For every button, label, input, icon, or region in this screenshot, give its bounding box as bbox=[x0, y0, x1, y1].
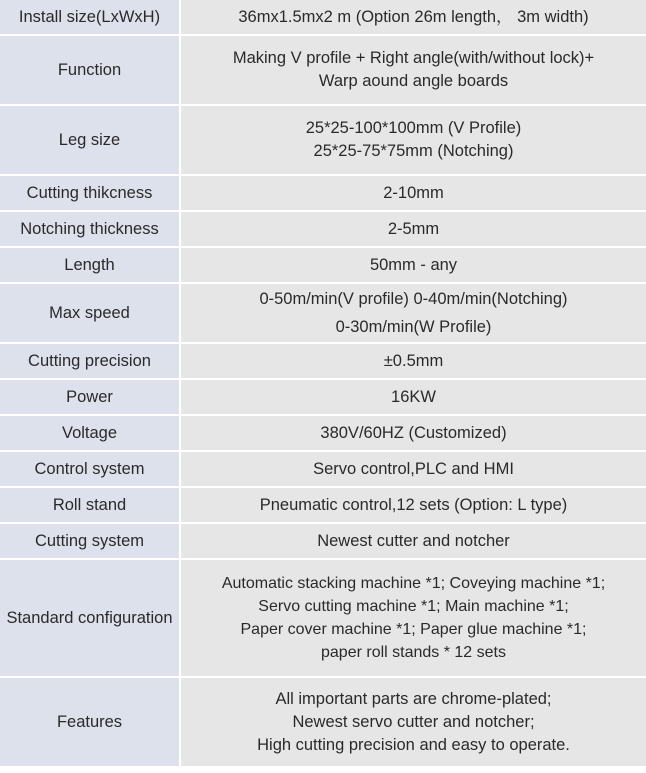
spec-value bbox=[181, 678, 646, 766]
spec-value-line: Pneumatic control,12 sets (Option: L type) bbox=[259, 495, 568, 514]
spec-value bbox=[181, 488, 646, 522]
spec-label bbox=[0, 248, 179, 282]
spec-value bbox=[181, 416, 646, 450]
spec-value-line: High cutting precision and easy to operate. bbox=[257, 735, 570, 754]
spec-label-line: Standard bbox=[6, 608, 74, 627]
spec-value bbox=[181, 524, 646, 558]
spec-label-text: Install size(LxWxH) bbox=[18, 7, 161, 26]
spec-value-line: 50mm - any bbox=[369, 255, 458, 274]
spec-value bbox=[181, 248, 646, 282]
spec-label bbox=[0, 106, 179, 174]
spec-label bbox=[0, 176, 179, 210]
spec-label-text: Cutting precision bbox=[28, 351, 151, 370]
spec-label-text: Leg size bbox=[58, 130, 121, 149]
spec-label-text: Function bbox=[57, 60, 122, 79]
spec-value-line: Making V profile + Right angle(with/without lock)+ bbox=[232, 49, 595, 67]
spec-label bbox=[0, 344, 179, 378]
spec-value-line: 0-50m/min(V profile) 0-40m/min(Notching) bbox=[259, 290, 568, 308]
spec-label bbox=[0, 0, 179, 34]
spec-label-text: Cutting system bbox=[34, 531, 145, 550]
spec-value-line: Newest servo cutter and notcher; bbox=[292, 712, 535, 731]
spec-label-line: configuration bbox=[78, 608, 173, 627]
spec-value-line: 380V/60HZ (Customized) bbox=[320, 423, 507, 442]
spec-value-line: 25*25-100*100mm (V Profile) bbox=[305, 119, 522, 137]
spec-value-line: Warp aound angle boards bbox=[318, 72, 509, 90]
spec-value bbox=[181, 36, 646, 104]
spec-value-line: Automatic stacking machine *1; Coveying machine *1; bbox=[221, 575, 606, 592]
spec-label bbox=[0, 452, 179, 486]
spec-label bbox=[0, 524, 179, 558]
spec-value-line: All important parts are chrome-plated; bbox=[275, 689, 552, 708]
spec-label-text: Notching thickness bbox=[20, 219, 159, 238]
spec-label-text: Length bbox=[64, 255, 115, 274]
spec-value-line: ±0.5mm bbox=[383, 351, 444, 370]
spec-label-text: Control system bbox=[34, 459, 145, 478]
spec-label bbox=[0, 416, 179, 450]
spec-value bbox=[181, 0, 646, 34]
spec-value-line: Paper cover machine *1; Paper glue machine *1; bbox=[240, 621, 587, 638]
spec-value-line: Servo cutting machine *1; Main machine *1; bbox=[258, 598, 569, 615]
spec-value-line: paper roll stands * 12 sets bbox=[321, 644, 506, 661]
spec-label-text: Cutting thikcness bbox=[26, 183, 153, 202]
spec-label bbox=[0, 380, 179, 414]
spec-value bbox=[181, 284, 646, 342]
spec-value-line: 2-10mm bbox=[383, 183, 444, 202]
spec-label-text: Voltage bbox=[61, 423, 118, 442]
spec-value bbox=[181, 344, 646, 378]
spec-value-line: 36mx1.5mx2 m (Option 26m length， 3m width) bbox=[238, 7, 589, 26]
spec-value-line: Servo control,PLC and HMI bbox=[313, 459, 514, 478]
spec-label-text: Roll stand bbox=[52, 495, 127, 514]
spec-label bbox=[0, 284, 179, 342]
spec-value bbox=[181, 176, 646, 210]
spec-label-text: Max speed bbox=[49, 303, 130, 322]
spec-value-line: 25*25-75*75mm (Notching) bbox=[313, 142, 514, 160]
spec-value-line: Newest cutter and notcher bbox=[317, 531, 510, 550]
spec-value-line: 16KW bbox=[391, 387, 436, 406]
spec-value bbox=[181, 452, 646, 486]
spec-label bbox=[0, 488, 179, 522]
spec-label-text: Features bbox=[56, 712, 123, 731]
spec-value bbox=[181, 106, 646, 174]
spec-value-line: 2-5mm bbox=[387, 219, 440, 238]
spec-label bbox=[0, 36, 179, 104]
spec-value bbox=[181, 212, 646, 246]
spec-value-line: 0-30m/min(W Profile) bbox=[335, 318, 492, 336]
spec-label bbox=[0, 560, 179, 676]
spec-value bbox=[181, 380, 646, 414]
spec-value bbox=[181, 560, 646, 676]
spec-label bbox=[0, 212, 179, 246]
spec-label bbox=[0, 678, 179, 766]
spec-label-text: Power bbox=[66, 387, 113, 406]
